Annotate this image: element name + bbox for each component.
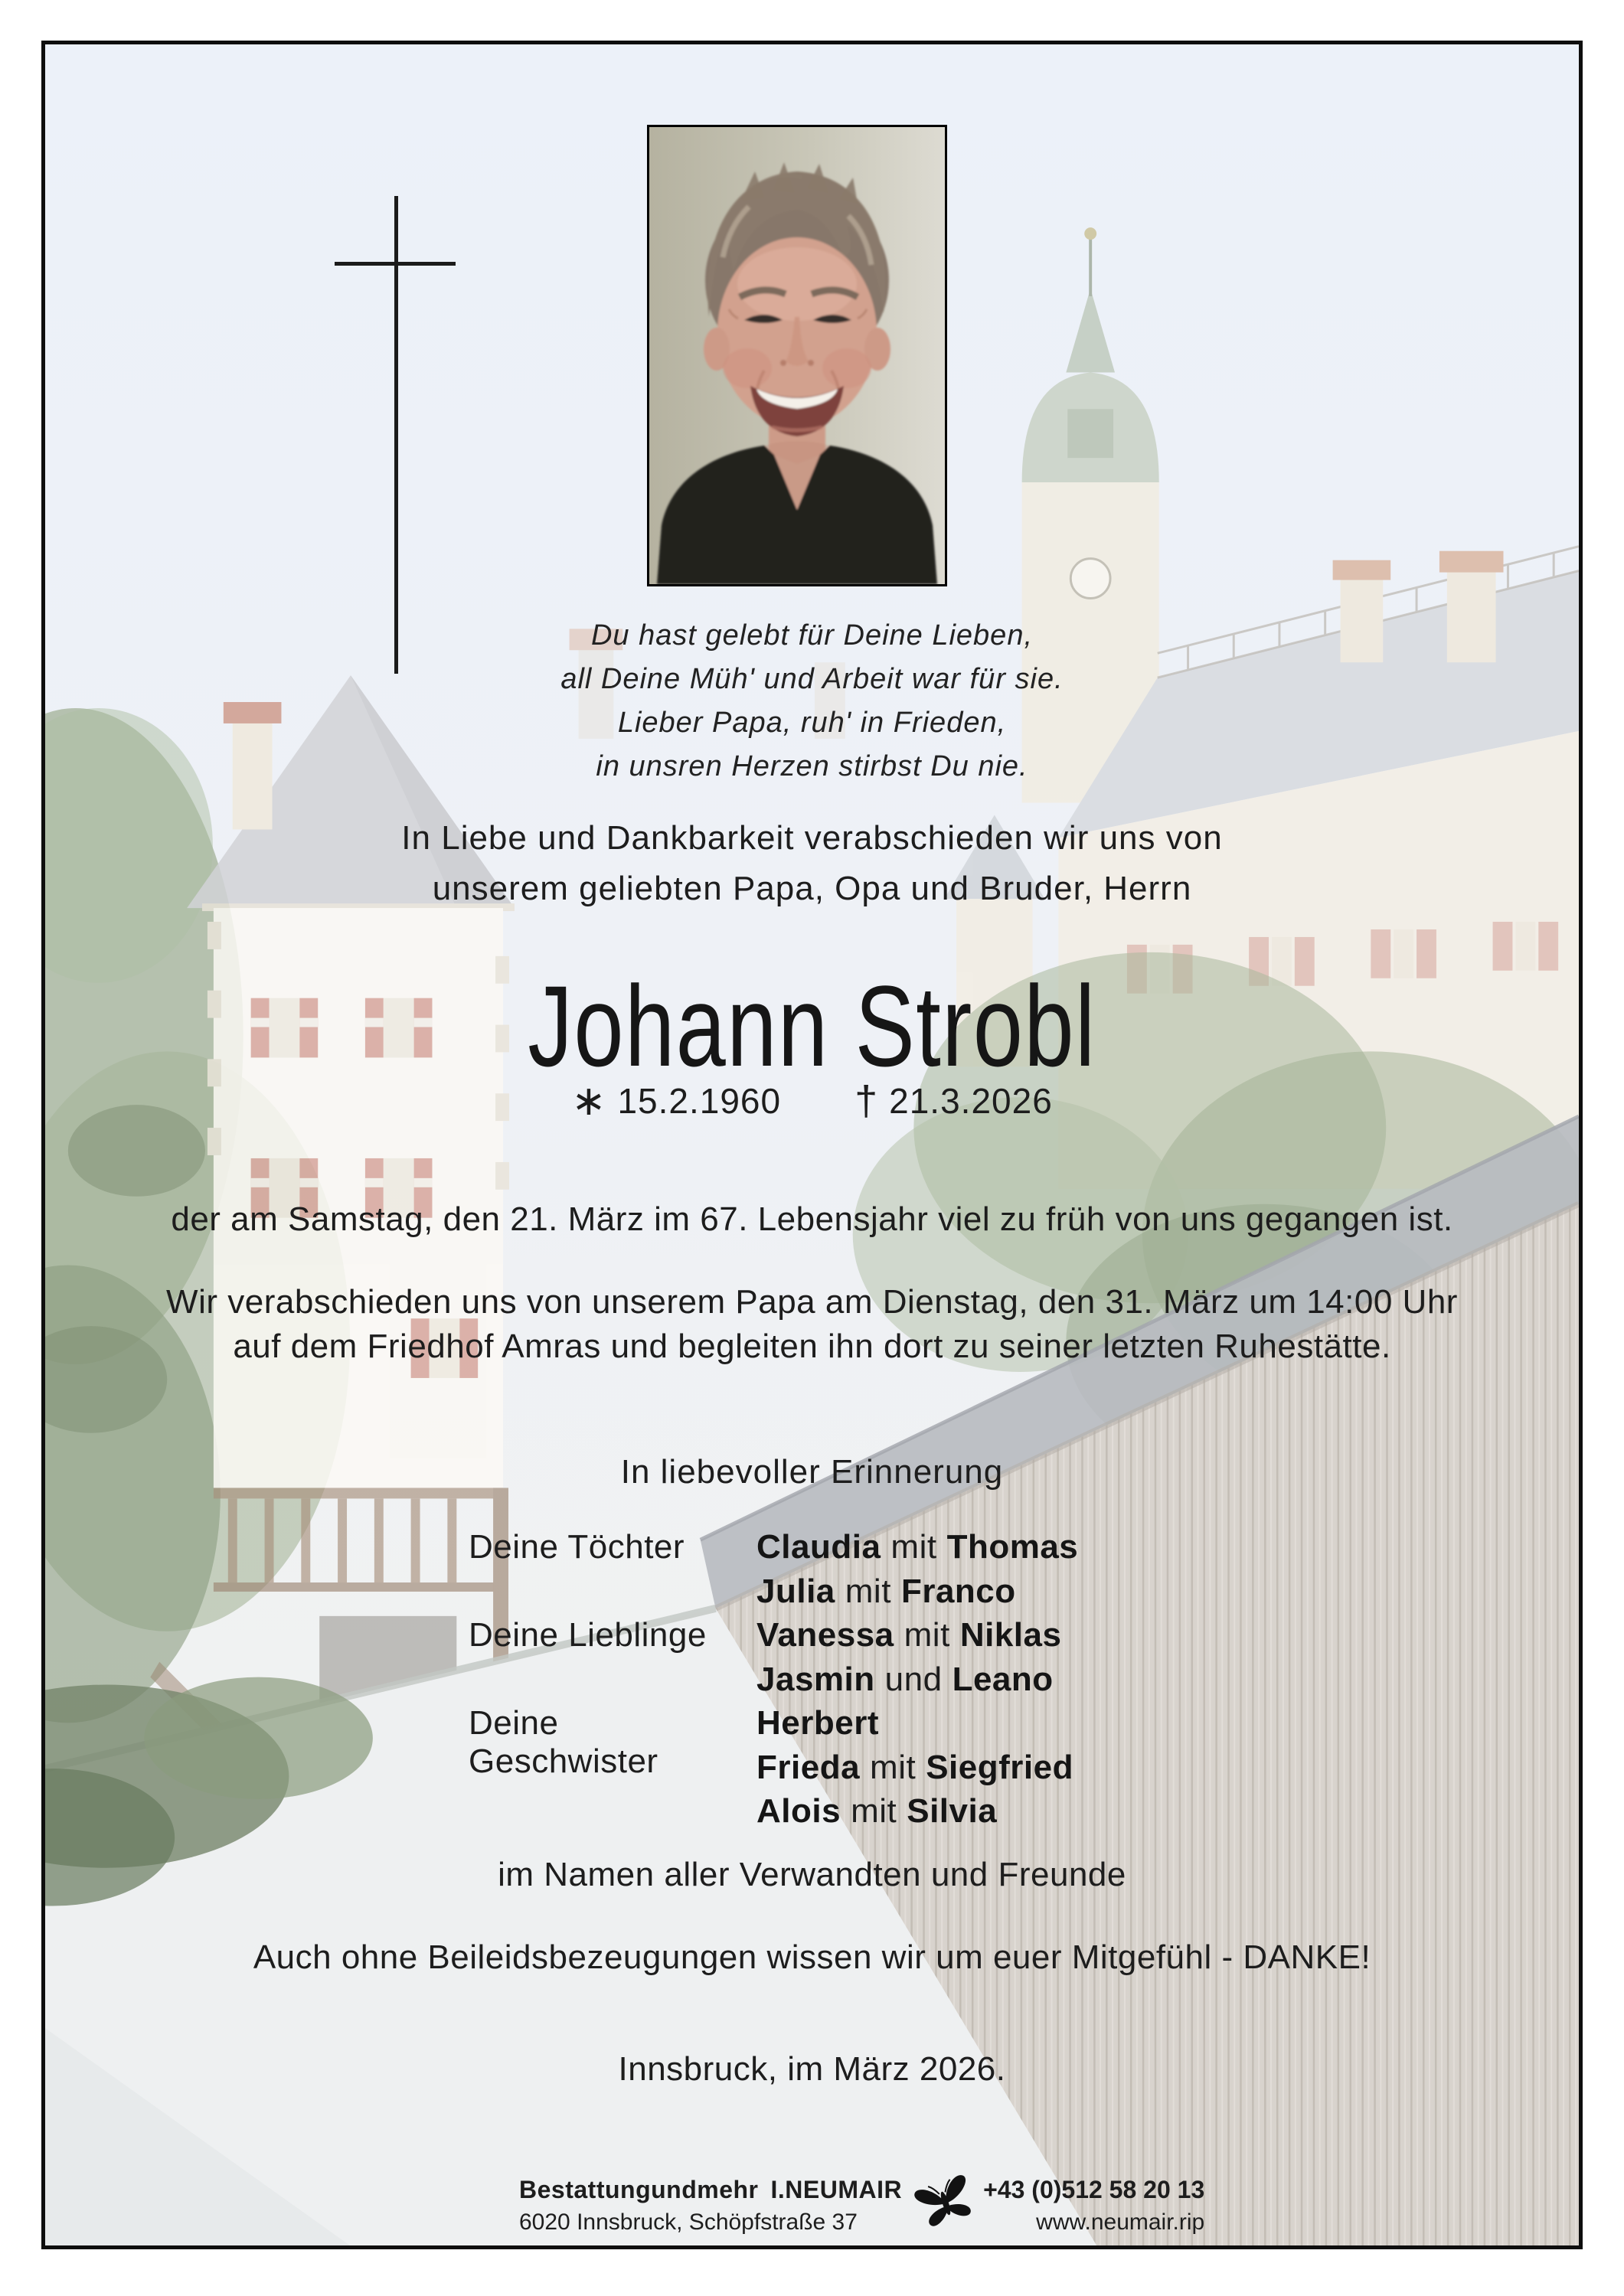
funeral-line: auf dem Friedhof Amras und begleiten ihn dort zu seiner letzten Ruhestätte. xyxy=(233,1328,1391,1365)
death-date: † 21.3.2026 xyxy=(854,1078,1053,1124)
life-dates xyxy=(0,1076,1624,1125)
verse-line: in unsren Herzen stirbst Du nie. xyxy=(596,750,1028,782)
family-row: Deine Geschwister Herbert xyxy=(469,1704,879,1780)
funeral-home-info xyxy=(519,2176,902,2236)
condolence-line: Auch ohne Beileidsbezeugungen wissen wir um euer Mitgefühl - DANKE! xyxy=(253,1938,1371,1976)
closing-line: im Namen aller Verwandten und Freunde xyxy=(498,1856,1126,1893)
place-date-line: Innsbruck, im März 2026. xyxy=(618,2050,1006,2088)
verse-line: Du hast gelebt für Deine Lieben, xyxy=(590,619,1034,652)
butterfly-icon xyxy=(913,2173,979,2234)
funeral-info xyxy=(0,1280,1624,1369)
family-row: Frieda mit Siegfried xyxy=(756,1748,1073,1786)
intro-line: unserem geliebten Papa, Opa und Bruder, Herrn xyxy=(432,870,1192,907)
funeral-home-footer xyxy=(519,2176,1205,2236)
memory-heading: In liebevoller Erinnerung xyxy=(620,1453,1004,1491)
family-row: Jasmin und Leano xyxy=(756,1660,1054,1698)
funeral-home-website: www.neumair.rip xyxy=(1036,2209,1205,2235)
farewell-intro xyxy=(0,813,1624,914)
birth-date: ∗ 15.2.1960 xyxy=(571,1078,782,1124)
verse-line: Lieber Papa, ruh' in Frieden, xyxy=(617,707,1007,739)
memorial-cross-icon xyxy=(335,196,456,674)
family-row: Julia mit Franco xyxy=(756,1572,1016,1610)
funeral-home-contact xyxy=(983,2176,1204,2236)
portrait-illustration xyxy=(649,127,945,584)
family-row: Alois mit Silvia xyxy=(756,1792,998,1830)
family-row: Deine Töchter Claudia mit Thomas xyxy=(469,1528,1079,1566)
funeral-home-company: Bestattungundmehr xyxy=(519,2176,759,2203)
intro-line: In Liebe und Dankbarkeit verabschieden wir uns von xyxy=(401,819,1223,857)
passing-line: der am Samstag, den 21. März im 67. Lebensjahr viel zu früh von uns gegangen ist. xyxy=(171,1200,1453,1238)
family-row: Deine Lieblinge Vanessa mit Niklas xyxy=(469,1616,1062,1654)
memorial-verse xyxy=(0,614,1624,789)
funeral-home-proprietor: I.NEUMAIR xyxy=(770,2176,903,2203)
death-dagger-icon: † xyxy=(854,1078,879,1124)
funeral-home-phone: +43 (0)512 58 20 13 xyxy=(983,2176,1205,2203)
deceased-name: Johann Strobl xyxy=(528,962,1096,1090)
family-list xyxy=(469,1528,1078,1837)
verse-line: all Deine Müh' und Arbeit war für sie. xyxy=(560,663,1064,695)
funeral-line: Wir verabschieden uns von unserem Papa am Dienstag, den 31. März um 14:00 Uhr xyxy=(166,1283,1458,1321)
portrait-photo xyxy=(647,125,947,586)
birth-star-icon: ∗ xyxy=(571,1078,607,1124)
funeral-home-address: 6020 Innsbruck, Schöpfstraße 37 xyxy=(519,2209,858,2235)
